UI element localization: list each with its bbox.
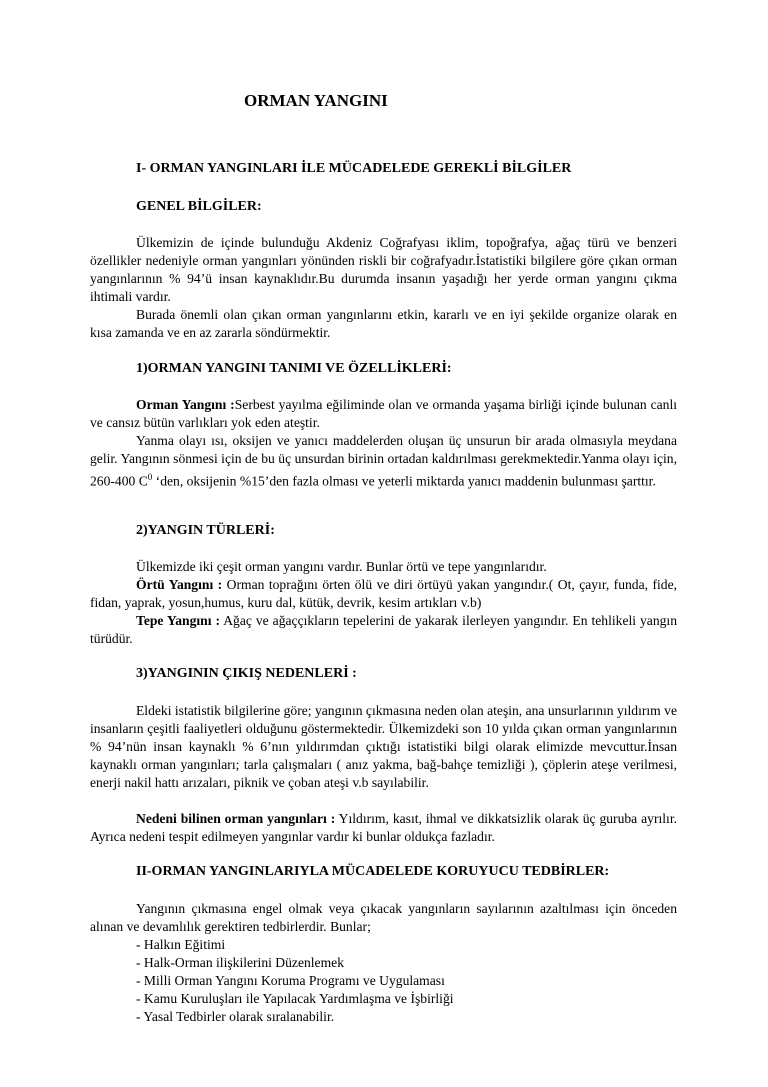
list-item: - Halk-Orman ilişkilerini Düzenlemek	[136, 955, 344, 970]
paragraph-protective-measures	[90, 900, 677, 936]
paragraph-text: Serbest yayılma eğiliminde olan ve ormanda yaşama birliği içinde bulunan canlı ve cansız bütün varlıkları yok eden ateştir.	[90, 397, 677, 430]
paragraph-general-info-2	[90, 306, 677, 342]
measures-list	[136, 936, 454, 1026]
paragraph-combustion	[90, 432, 677, 491]
section-heading-causes: 3)YANGININ ÇIKIŞ NEDENLERİ :	[136, 666, 357, 681]
term-ortu-yangini: Örtü Yangını :	[136, 577, 223, 592]
list-item: - Kamu Kuruluşları ile Yapılacak Yardımlaşma ve İşbirliği	[136, 991, 454, 1006]
paragraph-crown-fire	[90, 612, 677, 648]
paragraph-general-info-1	[90, 234, 677, 306]
paragraph-surface-fire	[90, 576, 677, 612]
paragraph-known-causes	[90, 810, 677, 846]
paragraph-text: Yangının çıkmasına engel olmak veya çıkacak yangınların sayılarının azaltılması için önceden alınan ve devamlılık gerektiren tedbirlerdir. Bunlar;	[90, 901, 677, 934]
paragraph-definition	[90, 396, 677, 432]
paragraph-text: Yanma olayı ısı, oksijen ve yanıcı maddelerden oluşan üç unsurun bir arada olmasıyla meydana gelir. Yangının sönmesi için de bu üç unsurdan birinin ortadan kaldırılması gerekmektedir.Yanma olayı için, 260-400 C	[90, 433, 677, 489]
list-item: - Yasal Tedbirler olarak sıralanabilir.	[136, 1009, 335, 1024]
term-tepe-yangini: Tepe Yangını :	[136, 613, 220, 628]
paragraph-text: Ülkemizde iki çeşit orman yangını vardır. Bunlar örtü ve tepe yangınlarıdır.	[136, 559, 547, 574]
list-item: - Halkın Eğitimi	[136, 937, 226, 952]
list-item: - Milli Orman Yangını Koruma Programı ve Uygulaması	[136, 973, 445, 988]
section-heading-fire-types: 2)YANGIN TÜRLERİ:	[136, 523, 275, 538]
term-known-causes: Nedeni bilinen orman yangınları :	[136, 811, 336, 826]
paragraph-causes	[90, 702, 677, 792]
paragraph-text: Ağaç ve ağaççıkların tepelerini de yakarak ilerleyen yangındır. En tehlikeli yangın türüdür.	[90, 613, 677, 646]
degree-superscript: 0	[147, 472, 153, 482]
paragraph-text: Burada önemli olan çıkan orman yangınlarını etkin, kararlı ve en iyi şekilde organize olarak en kısa zamanda ve en az zararla söndürmektir.	[90, 307, 677, 340]
section-heading-1: I- ORMAN YANGINLARI İLE MÜCADELEDE GEREKLİ BİLGİLER	[136, 161, 572, 176]
paragraph-text: Orman toprağını örten ölü ve diri örtüyü yakan yangındır.( Ot, çayır, funda, fide, fidan, yaprak, yosun,humus, kuru dal, kütük, devrik, kesim artıkları v.b)	[90, 577, 677, 610]
document-title: ORMAN YANGINI	[244, 91, 388, 110]
term-orman-yangini: Orman Yangını :	[136, 397, 235, 412]
paragraph-text: Yıldırım, kasıt, ihmal ve dikkatsizlik olarak üç guruba ayrılır. Ayrıca nedeni tespit edilmeyen yangınlar vardır ki bunlar oldukça fazladır.	[90, 811, 677, 844]
section-heading-protective-measures: II-ORMAN YANGINLARIYLA MÜCADELEDE KORUYUCU TEDBİRLER:	[136, 864, 610, 879]
paragraph-text: ‘den, oksijenin %15’den fazla olması ve yeterli miktarda yanıcı maddenin bulunması şarttır.	[152, 473, 656, 489]
paragraph-fire-types-intro	[90, 558, 677, 576]
paragraph-text: Eldeki istatistik bilgilerine göre; yangının çıkmasına neden olan ateşin, ana unsurlarının yıldırım ve insanların çeşitli faaliyetleri olduğunu göstermektedir. Ülkemizdeki son 10 yılda çıkan orman yangınlarının % 94’nün insan kaynaklı % 6’nın yıldırımdan çıktığı istatistiki bilgi olarak elimizde mevcuttur.İnsan kaynaklı orman yangınları; tarla çalışmaları ( anız yakma, bağ-bahçe temizliği ), çöplerin ateşe verilmesi, enerji nakil hattı arızaları, piknik ve çoban ateşi v.b sayılabilir.	[90, 703, 677, 790]
subheading-general-info: GENEL BİLGİLER:	[136, 199, 262, 214]
section-heading-definition: 1)ORMAN YANGINI TANIMI VE ÖZELLİKLERİ:	[136, 361, 452, 376]
paragraph-text: Ülkemizin de içinde bulunduğu Akdeniz Coğrafyası iklim, topoğrafya, ağaç türü ve benzeri özellikler nedeniyle orman yangınları yönünden riskli bir coğrafyadır.İstatistiki bilgilere göre çıkan orman yangınlarının % 94’ü insan kaynaklıdır.Bu durumda insanın yaşadığı her yerde orman yangını çıkma ihtimali vardır.	[90, 235, 677, 304]
